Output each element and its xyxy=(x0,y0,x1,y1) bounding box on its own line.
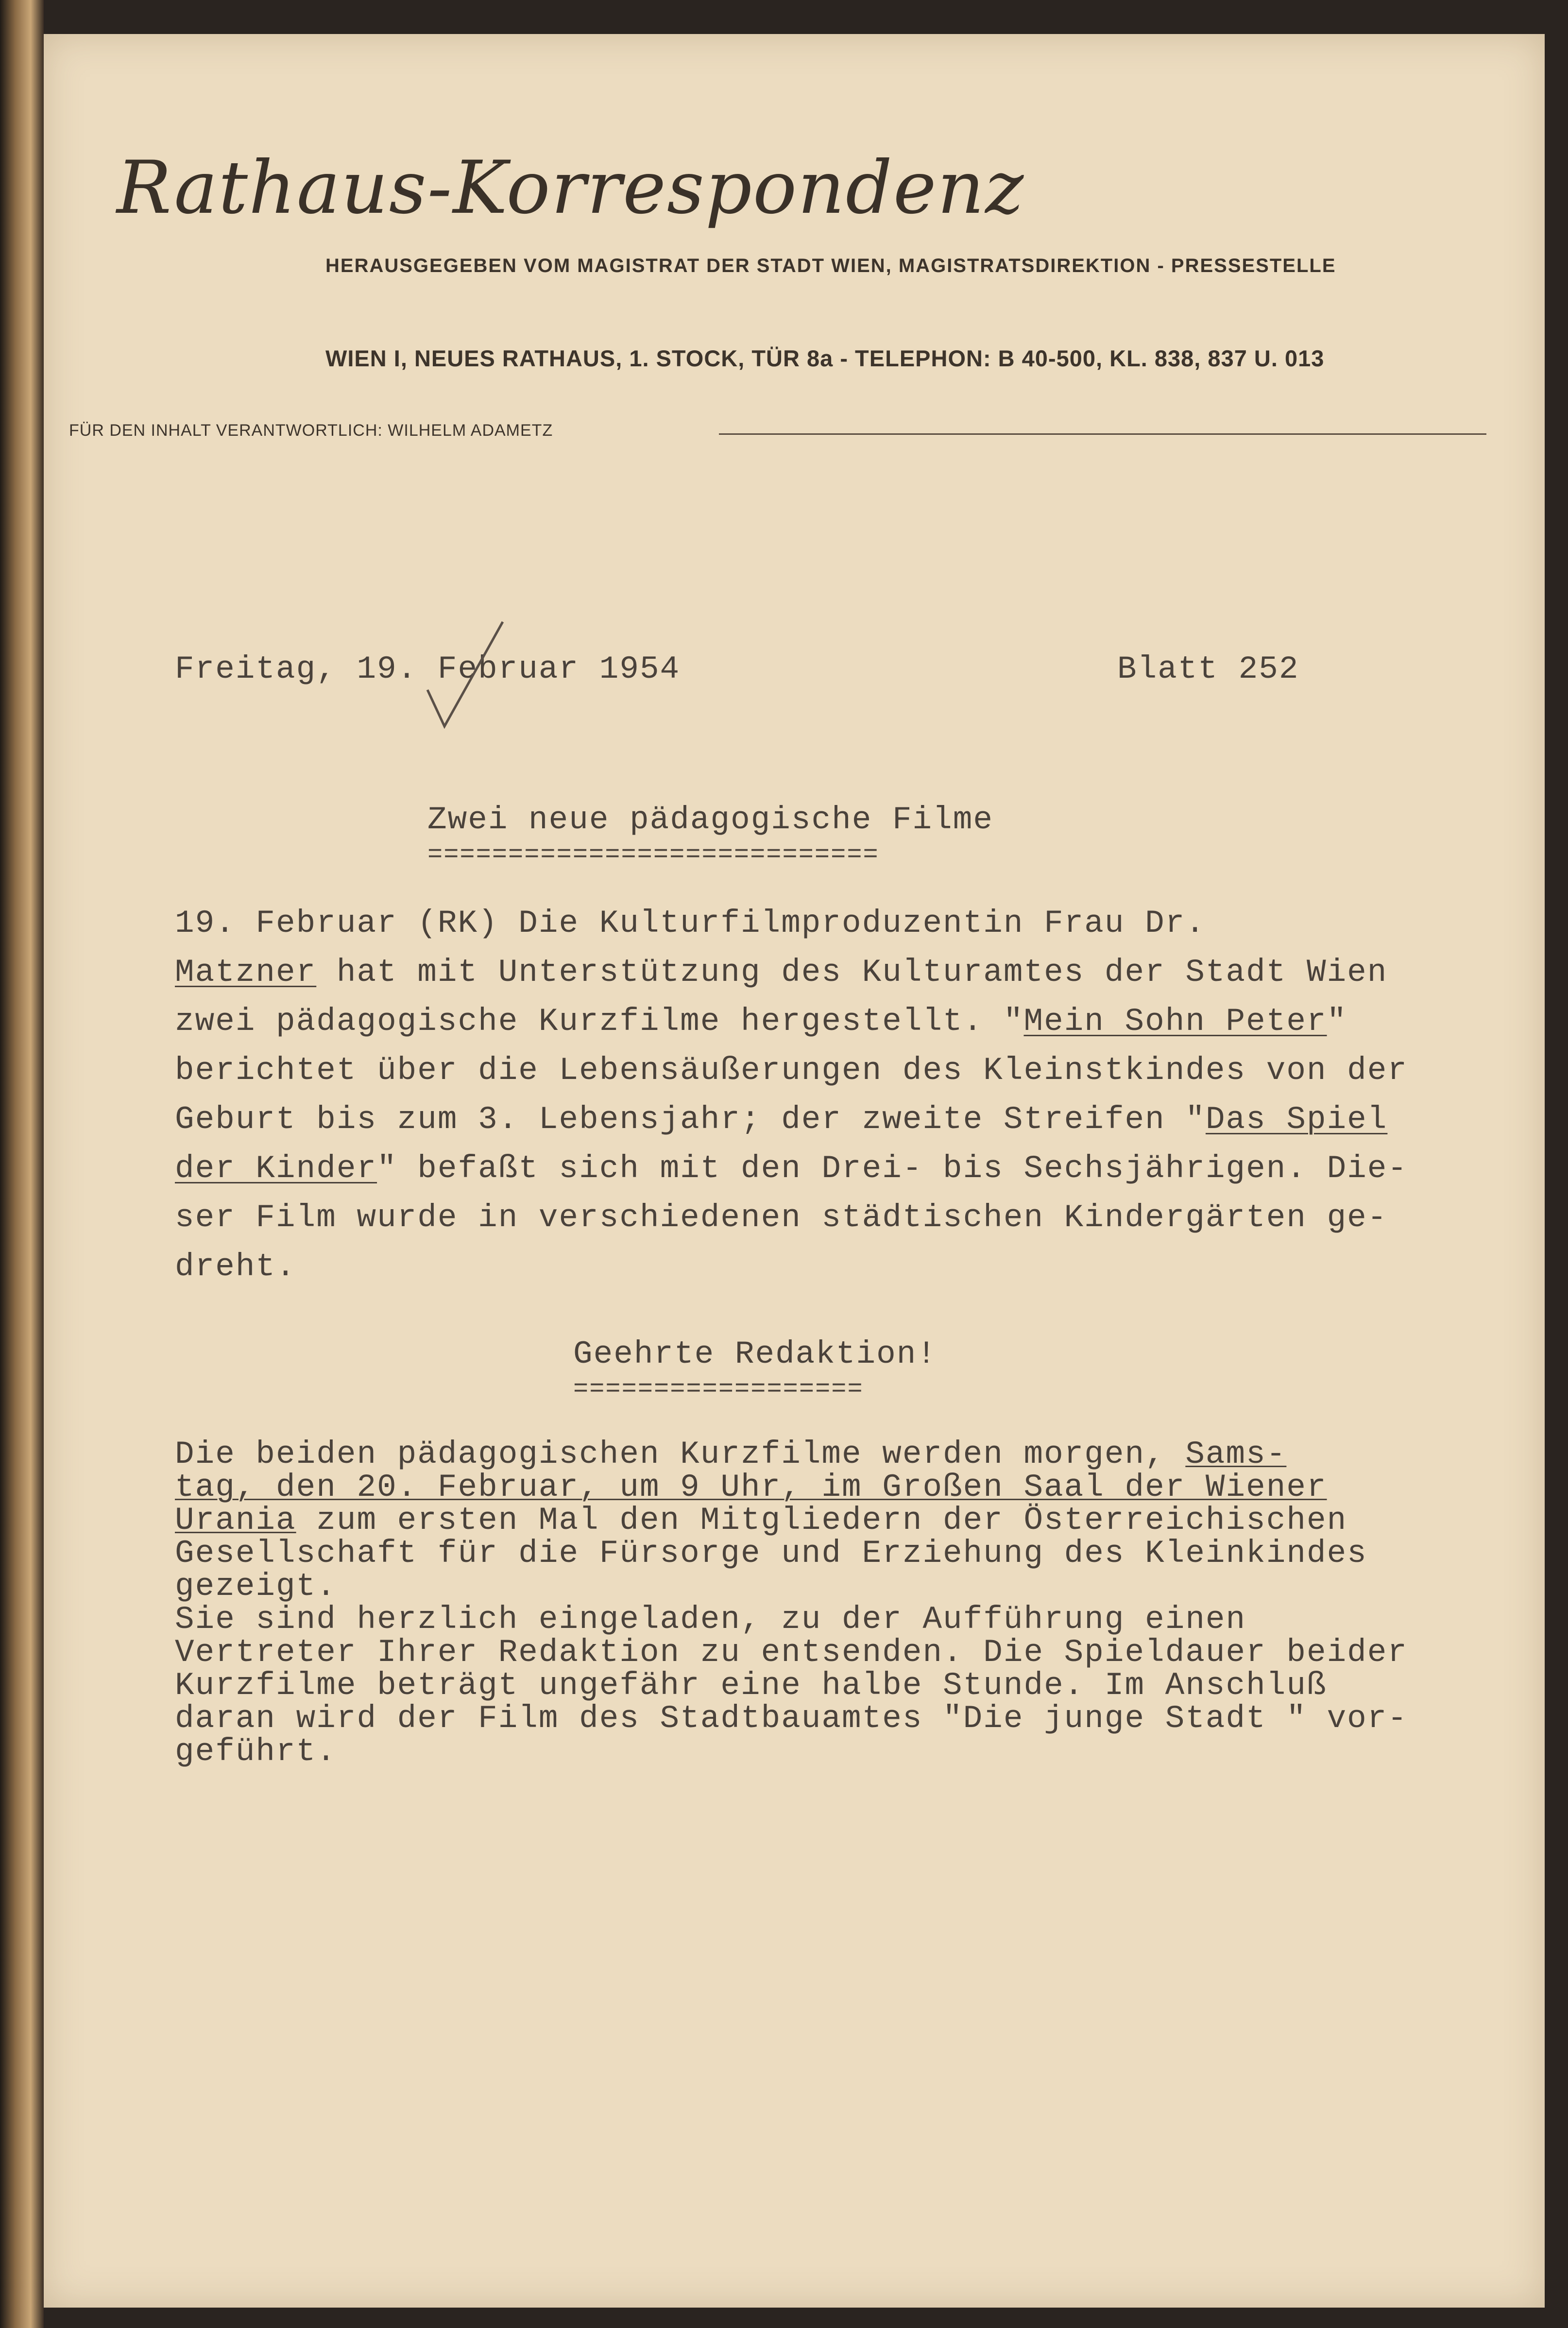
text-line: Geburt bis zum 3. Lebensjahr; der zweite Streifen " xyxy=(175,1101,1206,1138)
text-line: berichtet über die Lebensäußerungen des Kleinstkindes von der xyxy=(175,1052,1408,1089)
text-line: geführt. xyxy=(175,1733,337,1770)
notice-body xyxy=(175,1438,1408,1768)
masthead-publisher-line: HERAUSGEGEBEN VOM MAGISTRAT DER STADT WIEN, MAGISTRATSDIREKTION - PRESSESTELLE xyxy=(325,255,1336,276)
text-line: zum ersten Mal den Mitgliedern der Österreichischen xyxy=(296,1502,1347,1539)
notice-title-underline: ================== xyxy=(573,1375,864,1404)
book-spine xyxy=(0,0,44,2328)
text-line: ser Film wurde in verschiedenen städtischen Kindergärten ge- xyxy=(175,1199,1388,1236)
text-line: Vertreter Ihrer Redaktion zu entsenden. Die Spieldauer beider xyxy=(175,1634,1408,1671)
text-line: zwei pädagogische Kurzfilme hergestellt. " xyxy=(175,1003,1024,1040)
text-line: Die beiden pädagogischen Kurzfilme werden morgen, xyxy=(175,1436,1186,1472)
underlined-name: Matzner xyxy=(175,954,317,991)
text-line: hat mit Unterstützung des Kulturamtes der Stadt Wien xyxy=(316,954,1388,991)
text-line: gezeigt. xyxy=(175,1568,337,1605)
masthead-address-line: WIEN I, NEUES RATHAUS, 1. STOCK, TÜR 8a - TELEPHON: B 40-500, KL. 838, 837 U. 013 xyxy=(325,345,1325,371)
article-body xyxy=(175,899,1408,1291)
text-line: daran wird der Film des Stadtbauamtes "Die junge Stadt " vor- xyxy=(175,1700,1408,1737)
text-line: " xyxy=(1327,1003,1347,1040)
notice-title: Geehrte Redaktion! xyxy=(573,1336,937,1372)
document-page xyxy=(44,34,1545,2308)
article-title-underline: ============================ xyxy=(427,840,879,869)
underlined-date: Sams- xyxy=(1185,1436,1287,1472)
masthead-title: Rathaus-Korrespondenz xyxy=(117,146,1025,230)
sheet-number: Blatt 252 xyxy=(1117,651,1299,687)
underlined-film-title: Mein Sohn Peter xyxy=(1023,1003,1327,1040)
underlined-film-title: der Kinder xyxy=(175,1150,377,1187)
text-line: Kurzfilme beträgt ungefähr eine halbe Stunde. Im Anschluß xyxy=(175,1667,1327,1704)
handwritten-check-mark xyxy=(423,617,510,729)
text-line: 19. Februar (RK) Die Kulturfilmproduzentin Frau Dr. xyxy=(175,905,1206,941)
text-line: " befaßt sich mit den Drei- bis Sechsjährigen. Die- xyxy=(377,1150,1408,1187)
document-date: Freitag, 19. Februar 1954 xyxy=(175,651,681,687)
text-line: dreht. xyxy=(175,1249,296,1285)
underlined-venue: Urania xyxy=(175,1502,296,1539)
text-line: Sie sind herzlich eingeladen, zu der Aufführung einen xyxy=(175,1601,1246,1638)
masthead-responsible-line: FÜR DEN INHALT VERANTWORTLICH: WILHELM ADAMETZ xyxy=(69,421,553,440)
masthead-rule xyxy=(719,433,1486,435)
article-title: Zwei neue pädagogische Filme xyxy=(427,802,993,838)
text-line: Gesellschaft für die Fürsorge und Erziehung des Kleinkindes xyxy=(175,1535,1367,1572)
underlined-date: tag, den 20. Februar, um 9 Uhr, im Großen Saal der Wiener xyxy=(175,1469,1327,1506)
underlined-film-title: Das Spiel xyxy=(1205,1101,1388,1138)
